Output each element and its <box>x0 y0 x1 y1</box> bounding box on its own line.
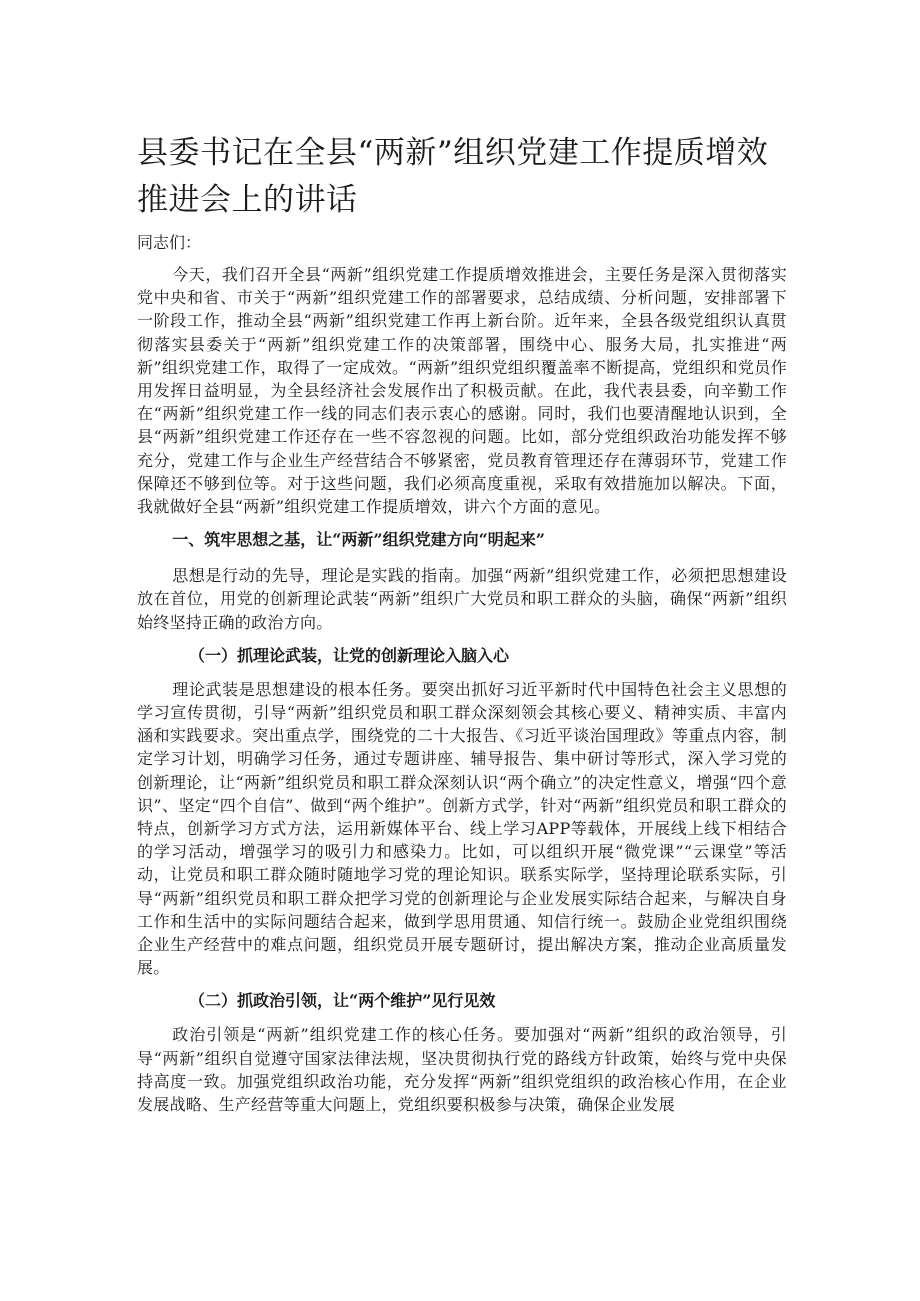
subsection-2-paragraph: 政治引领是“两新”组织党建工作的核心任务。要加强对“两新”组织的政治领导，引导“两新”组织自觉遵守国家法律法规，坚决贯彻执行党的路线方针政策，始终与党中央保持高度一致。加强党组织政治功能，充分发挥“两新”组织党组织的政治核心作用，在企业发展战略、生产经营等重大问题上，党组织要积极参与决策，确保企业发展 <box>137 1025 787 1115</box>
salutation: 同志们： <box>137 233 202 252</box>
subsection-2-heading: （二）抓政治引领，让“两个维护”见行见效 <box>189 991 496 1011</box>
subsection-1-heading: （一）抓理论武装，让党的创新理论入脑入心 <box>189 645 510 665</box>
document-page <box>137 130 787 1124</box>
document-title: 县委书记在全县“两新”组织党建工作提质增效推进会上的讲话 <box>137 135 769 218</box>
subsection-1-paragraph: 理论武装是思想建设的根本任务。要突出抓好习近平新时代中国特色社会主义思想的学习宣传贯彻，引导“两新”组织党员和职工群众深刻领会其核心要义、精神实质、丰富内涵和实践要求。突出重点学，围绕党的二十大报告、《习近平谈治国理政》等重点内容，制定学习计划，明确学习任务，通过专题讲座、辅导报告、集中研讨等形式，深入学习党的创新理论，让“两新”组织党员和职工群众深刻认识“两个确立”的决定性意义，增强“四个意识”、坚定“四个自信”、做到“两个维护”。创新方式学，针对“两新”组织党员和职工群众的特点，创新学习方式方法，运用新媒体平台、线上学习APP等载体，开展线上线下相结合的学习活动，增强学习的吸引力和感染力。比如，可以组织开展“微党课”“云课堂”等活动，让党员和职工群众随时随地学习党的理论知识。联系实际学，坚持理论联系实际，引导“两新”组织党员和职工群众把学习党的创新理论与企业发展实际结合起来，与解决自身工作和生活中的实际问题结合起来，做到学思用贯通、知信行统一。鼓励企业党组织围绕企业生产经营中的难点问题，组织党员开展专题研讨，提出解决方案，推动企业高质量发展。 <box>137 679 787 978</box>
section-1-heading: 一、筑牢思想之基，让“两新”组织党建方向“明起来” <box>172 530 546 550</box>
intro-paragraph: 今天，我们召开全县“两新”组织党建工作提质增效推进会，主要任务是深入贯彻落实党中央和省、市关于“两新”组织党建工作的部署要求，总结成绩、分析问题，安排部署下一阶段工作，推动全县“两新”组织党建工作再上新台阶。近年来，全县各级党组织认真贯彻落实县委关于“两新”组织党建工作的决策部署，围绕中心、服务大局，扎实推进“两新”组织党建工作，取得了一定成效。“两新”组织党组织覆盖率不断提高，党组织和党员作用发挥日益明显，为全县经济社会发展作出了积极贡献。在此，我代表县委，向辛勤工作在“两新”组织党建工作一线的同志们表示衷心的感谢。同时，我们也要清醒地认识到，全县“两新”组织党建工作还存在一些不容忽视的问题。比如，部分党组织政治功能发挥不够充分，党建工作与企业生产经营结合不够紧密，党员教育管理还存在薄弱环节，党建工作保障还不够到位等。对于这些问题，我们必须高度重视，采取有效措施加以解决。下面，我就做好全县“两新”组织党建工作提质增效，讲六个方面的意见。 <box>137 265 787 517</box>
section-1-paragraph: 思想是行动的先导，理论是实践的指南。加强“两新”组织党建工作，必须把思想建设放在首位，用党的创新理论武装“两新”组织广大党员和职工群众的头脑，确保“两新”组织始终坚持正确的政治方向。 <box>137 566 787 632</box>
